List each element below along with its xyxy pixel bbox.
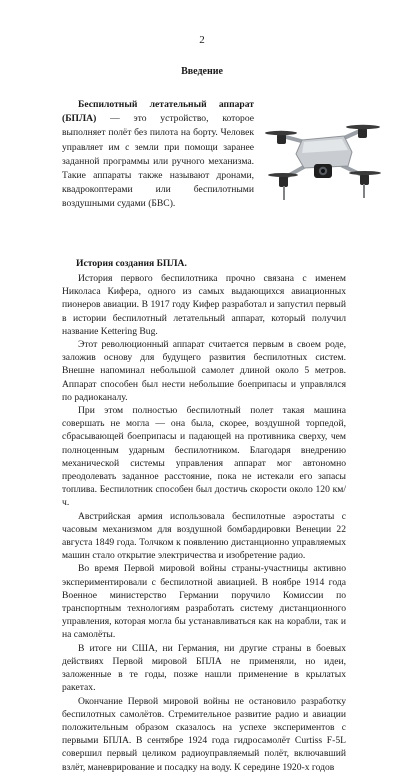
history-title: История создания БПЛА. bbox=[76, 258, 187, 269]
history-paragraph: Окончание Первой мировой войны не остановило разработку беспилотных самолётов. Стремительное развитие радио и авиации положительным образом сказалось на успехе экспериментов с первыми БПЛА. В сентябре 1924 года гидросамолёт Curtiss F-5L совершил первый целиком радиоуправляемый полёт, включавший взлёт, маневрирование и посадку на воду. К середине 1920-х годов bbox=[62, 695, 346, 773]
intro-term: Беспилотный летательный аппарат (БПЛА) bbox=[62, 99, 254, 125]
intro-paragraph bbox=[62, 98, 254, 212]
history-paragraph: В итоге ни США, ни Германия, ни другие страны в боевых действиях Первой мировой БПЛА не применяли, но идеи, заложенные в те годы, позже нашли применение в крылатых ракетах. bbox=[62, 642, 346, 694]
history-paragraph: История первого беспилотника прочно связана с именем Николаса Кифера, одного из самых выдающихся авиационных пионеров авиации. В 1917 году Кифер разработал и запустил первый в истории беспилотный летательный аппарат, который получил название Kettering Bug. bbox=[62, 273, 346, 337]
intro-text: — это устройство, которое выполняет полёт без пилота на борту. Человек управляет им с земли при помощи заранее заданной программы или ручного механизма. Такие аппараты также называют дронами, квадрокоптерами или беспилотными воздушными судами (БВС). bbox=[62, 113, 254, 210]
history-paragraph: Этот революционный аппарат считается первым в своем роде, заложив основу для будущего развития беспилотных систем. Внешне напоминал небольшой самолет длиной около 5 метров. Аппарат способен был нести небольшие боеприпасы и управлялся по радиоканалу. bbox=[62, 339, 346, 403]
quadcopter-drone-icon bbox=[264, 96, 382, 208]
history-paragraph: Во время Первой мировой войны страны-участницы активно экспериментировали с беспилотной авиацией. В ноябре 1914 года Военное министерство Германии поручило Комиссии по транспортным технологиям разработать систему дистанционного управления, которая могла бы устанавливаться как на корабли, так и на самолёты. bbox=[62, 563, 346, 641]
page-number: 2 bbox=[199, 34, 205, 46]
history-paragraph: Австрийская армия использовала беспилотные аэростаты с часовым механизмом для воздушной бомбардировки Венеции 22 августа 1849 года. Толчком к появлению дистанционно управляемых машин стало открытие электричества и изобретение радио. bbox=[62, 510, 346, 562]
history-paragraph: При этом полностью беспилотный полет такая машина совершать не могла — она была, скорее, воздушной торпедой, сбрасывающей боеприпасы и падающей на противника сверху, чем полноценным ударным беспилотником. Благодаря внедрению механической системы управления аппарат мог автономно преодолевать заданное расстояние, пока не истекали его запасы топлива. Беспилотник способен был достичь скорости около 120 км/ч. bbox=[62, 405, 346, 509]
history-body bbox=[62, 272, 346, 774]
section-heading: Введение bbox=[181, 66, 223, 77]
